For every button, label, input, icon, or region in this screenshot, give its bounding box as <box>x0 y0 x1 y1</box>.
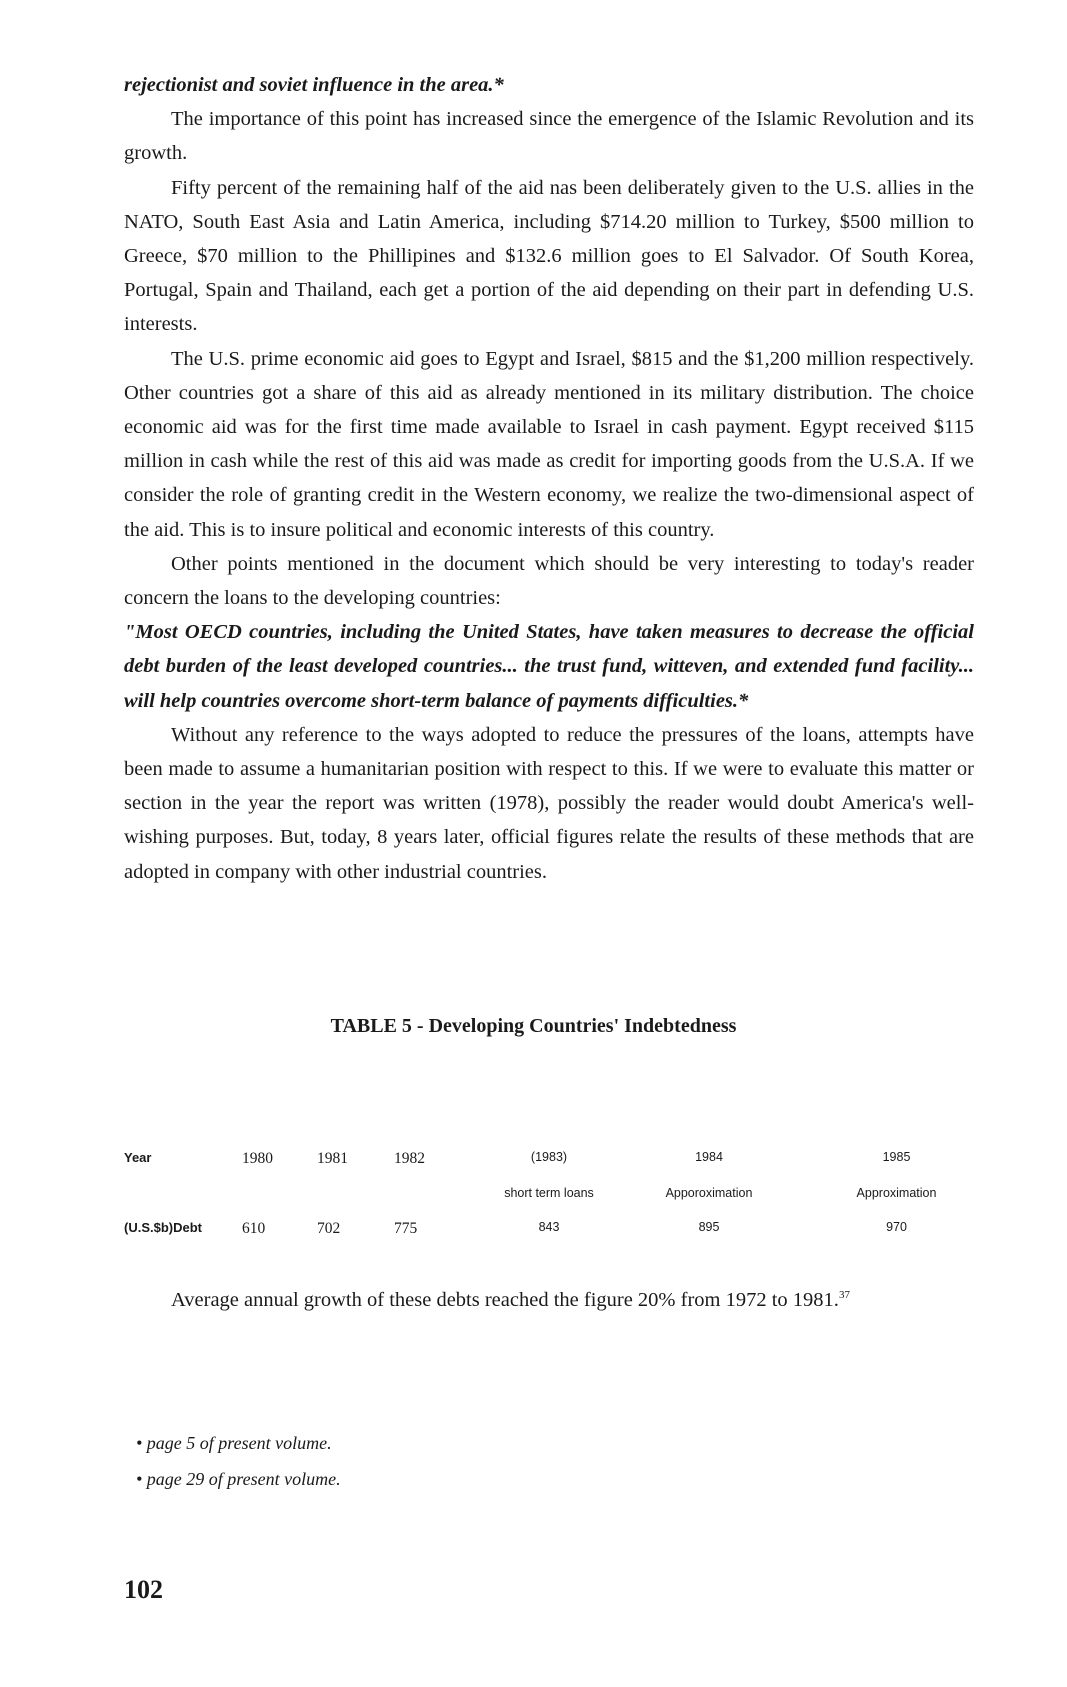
debt-label: (U.S.$b)Debt <box>124 1220 202 1235</box>
footnotes <box>136 1425 341 1497</box>
footnote-2: • page 29 of present volume. <box>136 1469 341 1489</box>
year-1984: 1984 <box>695 1150 723 1164</box>
closing-paragraph <box>124 1283 974 1317</box>
paragraph-5: Without any reference to the ways adopted to reduce the pressures of the loans, attempts have been made to assume a humanitarian position with respect to this. If we were to evaluate this matter or section in the year the report was written (1978), possibly the reader would doubt America's well-wishing purposes. But, today, 8 years later, official figures relate the results of these methods that are adopted in company with other industrial countries. <box>124 723 974 883</box>
year-1981: 1981 <box>317 1150 348 1167</box>
paragraph-2: Fifty percent of the remaining half of the aid nas been deliberately given to the U.S. allies in the NATO, South East Asia and Latin America, including $714.20 million to Turkey, $500 million to Greece, $70 million to the Phillipines and $132.6 million goes to El Salvador. Of South Korea, Portugal, Spain and Thailand, each get a portion of the aid depending on their part in defending U.S. interests. <box>124 176 974 336</box>
table-row-sublabels <box>124 1186 974 1220</box>
sublabel-1983: short term loans <box>504 1186 594 1200</box>
year-1980: 1980 <box>242 1150 273 1167</box>
table-title: TABLE 5 - Developing Countries' Indebtedness <box>330 1015 737 1037</box>
year-1985: 1985 <box>882 1150 911 1164</box>
sublabel-1985: Approximation <box>856 1186 937 1200</box>
year-1983: (1983) <box>530 1150 568 1164</box>
closing-sentence: Average annual growth of these debts reached the figure 20% from 1972 to 1981. <box>171 1289 839 1311</box>
debt-1980: 610 <box>242 1220 266 1237</box>
debt-1984: 895 <box>698 1220 720 1234</box>
debt-1983: 843 <box>538 1220 560 1234</box>
block-quote: "Most OECD countries, including the United States, have taken measures to decrease the official debt burden of the least developed countries... the trust fund, witteven, and extended fund facility... will help countries overcome short-term balance of payments difficulties.* <box>124 621 974 712</box>
sublabel-1984: Apporoximation <box>665 1186 753 1200</box>
year-1982: 1982 <box>394 1150 425 1167</box>
page-number: 102 <box>124 1575 163 1604</box>
footnote-ref: 37 <box>838 1289 850 1302</box>
debt-table <box>124 1150 974 1256</box>
debt-1985: 970 <box>886 1220 907 1234</box>
closing-text <box>124 1283 974 1317</box>
year-label: Year <box>124 1150 152 1165</box>
debt-1982: 775 <box>394 1220 418 1237</box>
body-text <box>124 68 974 889</box>
paragraph-4: Other points mentioned in the document which should be very interesting to today's reader concern the loans to the developing countries: <box>124 552 974 610</box>
table-row-debt <box>124 1220 974 1256</box>
paragraph-3: The U.S. prime economic aid goes to Egypt and Israel, $815 and the $1,200 million respectively. Other countries got a share of this aid as already mentioned in its military distribution. The choice economic aid was for the first time made available to Israel in cash payment. Egypt received $115 million in cash while the rest of this aid was made as credit for importing goods from the U.S.A. If we consider the role of granting credit in the Western economy, we realize the two-dimensional aspect of the aid. This is to insure political and economic interests of this country. <box>124 347 974 541</box>
table-row-year <box>124 1150 974 1186</box>
debt-1981: 702 <box>317 1220 341 1237</box>
lead-line: rejectionist and soviet influence in the area.* <box>124 74 504 96</box>
paragraph-1: The importance of this point has increased since the emergence of the Islamic Revolution and its growth. <box>124 108 974 165</box>
footnote-1: • page 5 of present volume. <box>136 1433 332 1453</box>
